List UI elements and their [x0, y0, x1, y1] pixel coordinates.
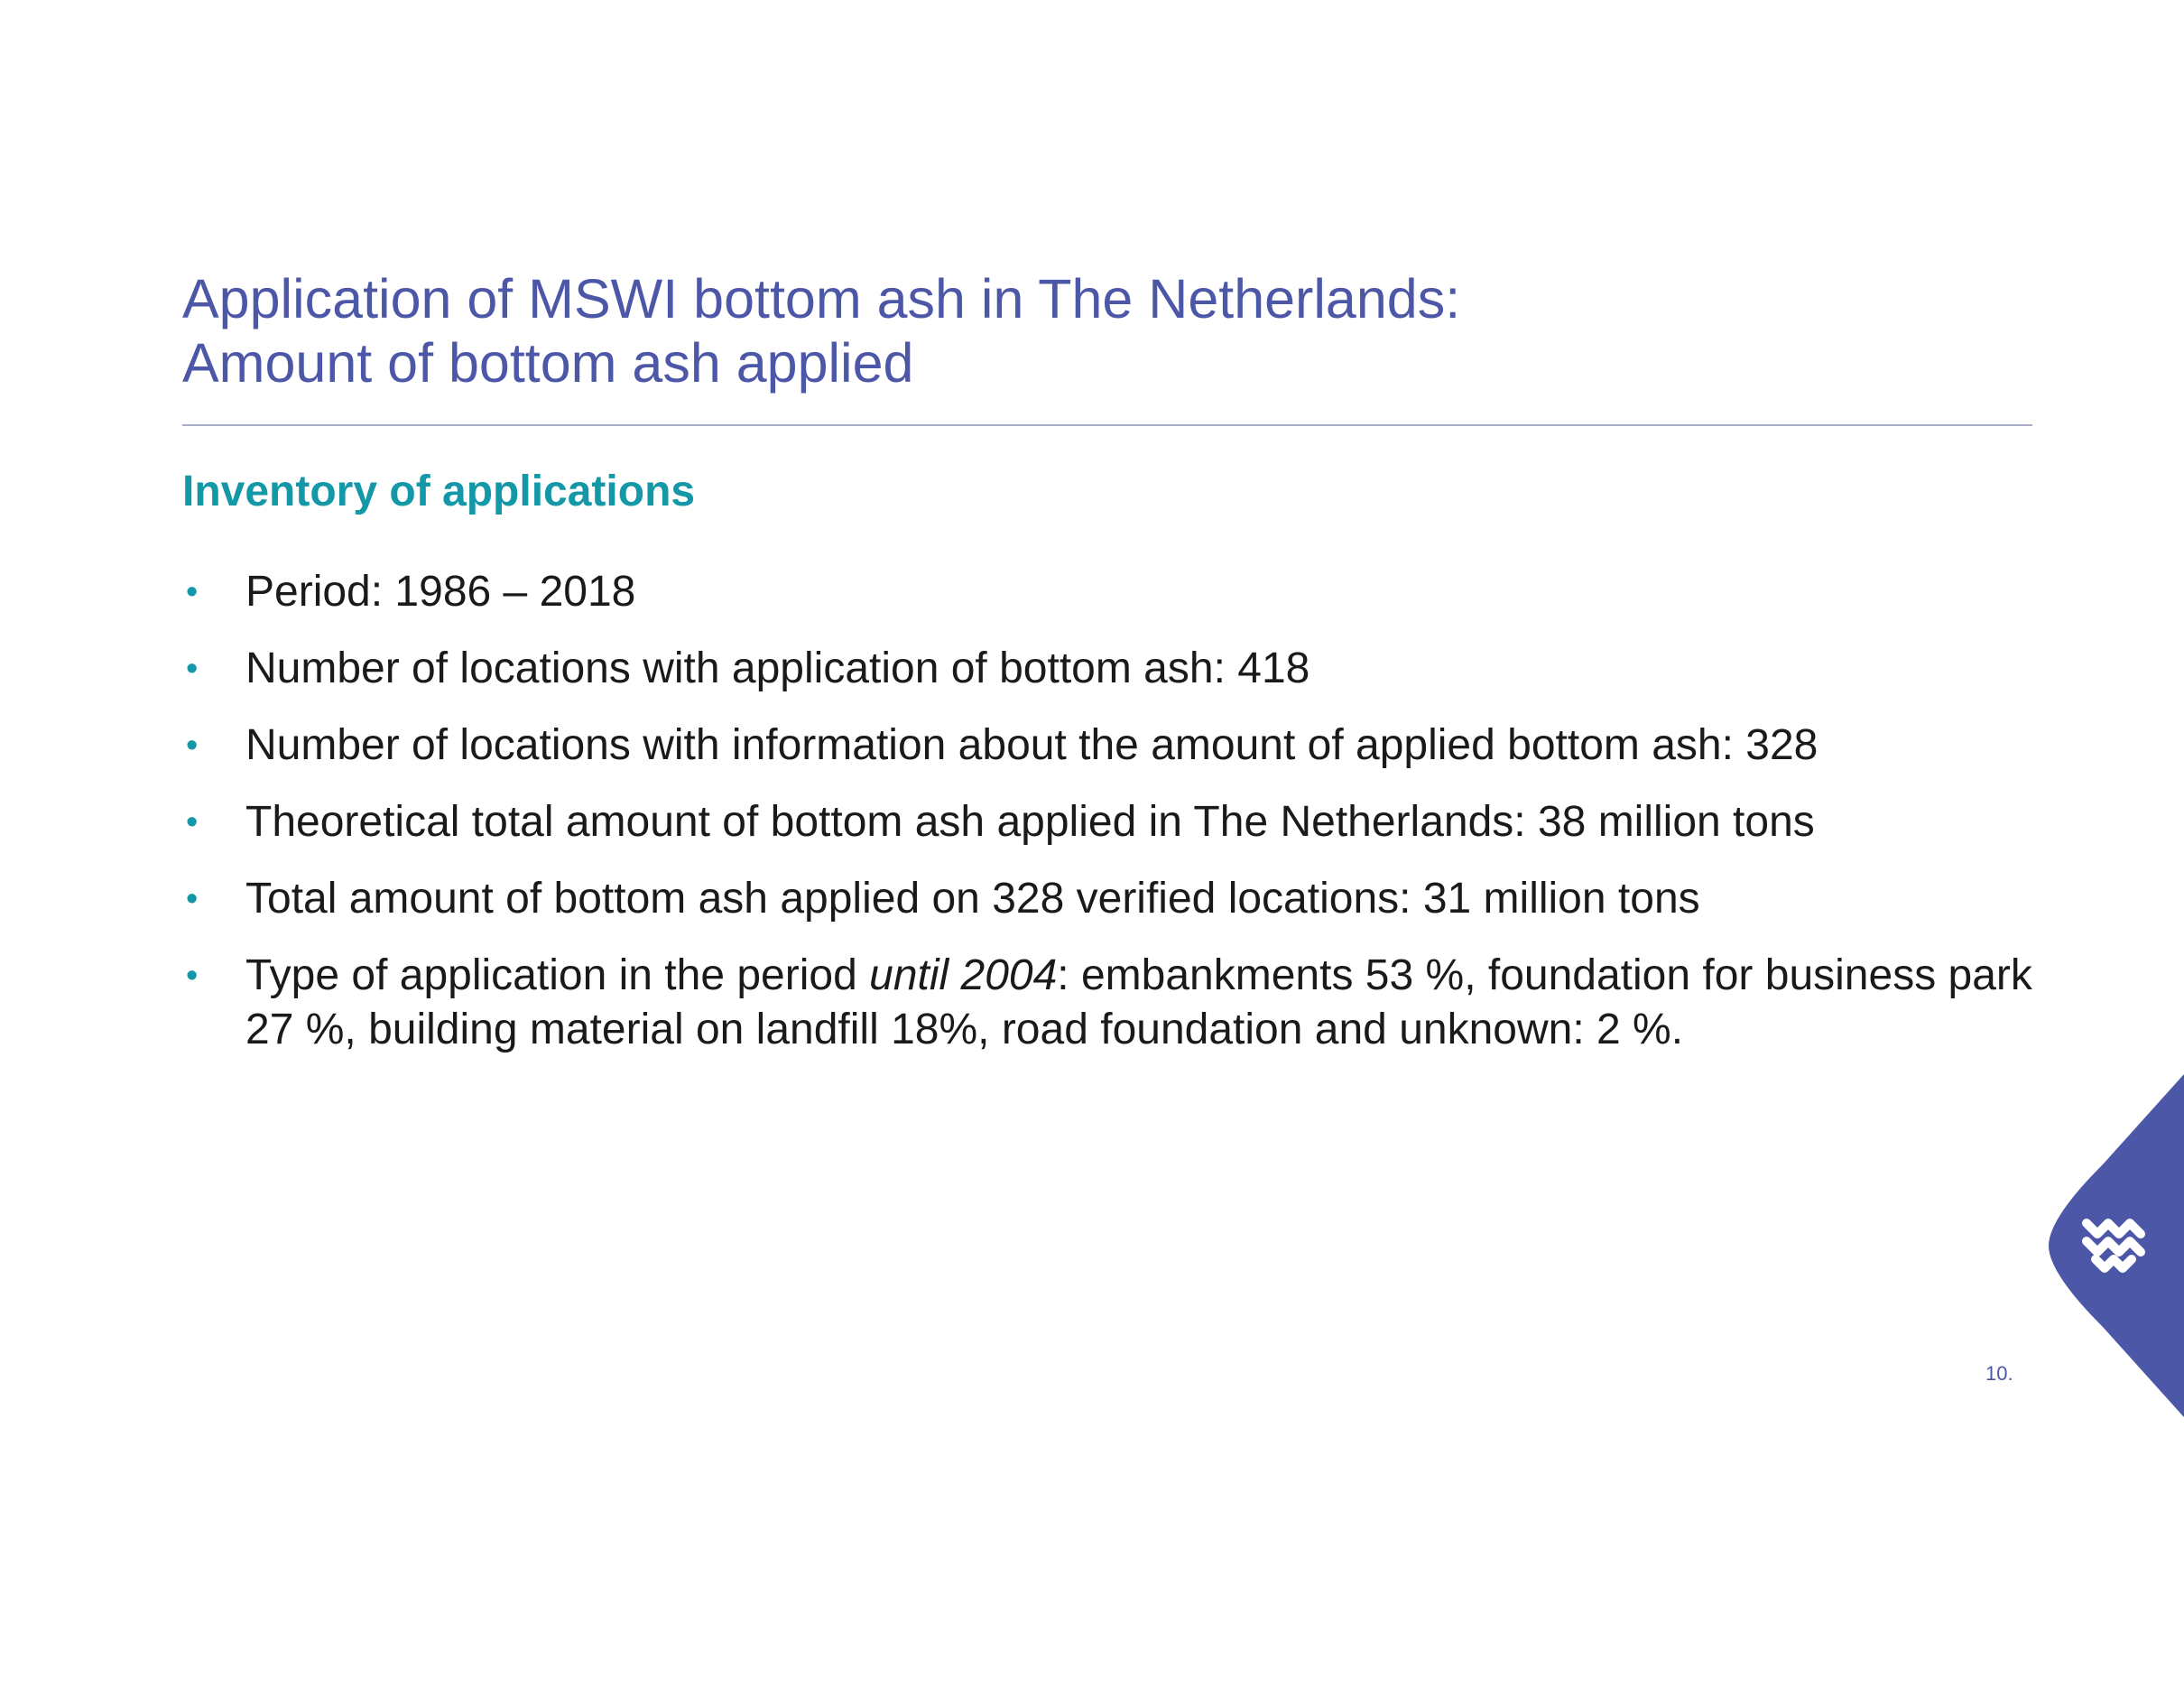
bullet-item-application-type — [182, 949, 2059, 1057]
bullet-dot: • — [186, 880, 199, 918]
title-divider — [182, 424, 2032, 426]
bullet-dot: • — [186, 803, 199, 841]
bullet-text-start: Type of application in the period — [245, 951, 870, 999]
section-heading: Inventory of applications — [182, 468, 696, 515]
bullet-text-italic: until 2004 — [869, 951, 1058, 999]
page-number: 10. — [1985, 1362, 2013, 1385]
bullet-text: Number of locations with application of bottom ash: 418 — [245, 645, 1310, 692]
bullet-dot: • — [186, 573, 199, 611]
bullet-item-period — [182, 565, 2059, 619]
bullet-text: Theoretical total amount of bottom ash applied in The Netherlands: 38 million tons — [245, 798, 1815, 846]
slide-title — [182, 267, 2032, 395]
bullet-text: Total amount of bottom ash applied on 328 verified locations: 31 million tons — [245, 875, 1700, 923]
bullet-list — [182, 565, 2059, 1080]
title-line-1: Application of MSWI bottom ash in The Netherlands: — [182, 268, 1461, 329]
bullet-dot: • — [186, 957, 199, 995]
bullet-text: Number of locations with information about the amount of applied bottom ash: 328 — [245, 721, 1818, 769]
bullet-text-end: : embankments 53 %, foundation for business park 27 %, building material on landfill 18%, road foundation and unknown: 2 %. — [245, 951, 2032, 1053]
bullet-text — [245, 949, 2059, 1057]
waves-crest-logo-icon — [2049, 1074, 2184, 1417]
bullet-item-verified-total — [182, 872, 2059, 926]
bullet-text: Period: 1986 – 2018 — [245, 568, 636, 616]
title-line-2: Amount of bottom ash applied — [182, 332, 914, 394]
bullet-item-theoretical-total — [182, 795, 2059, 849]
bullet-item-locations-info — [182, 719, 2059, 773]
bullet-dot: • — [186, 727, 199, 765]
bullet-dot: • — [186, 650, 199, 688]
bullet-item-locations — [182, 642, 2059, 696]
logo-wave-marks — [2087, 1223, 2141, 1268]
